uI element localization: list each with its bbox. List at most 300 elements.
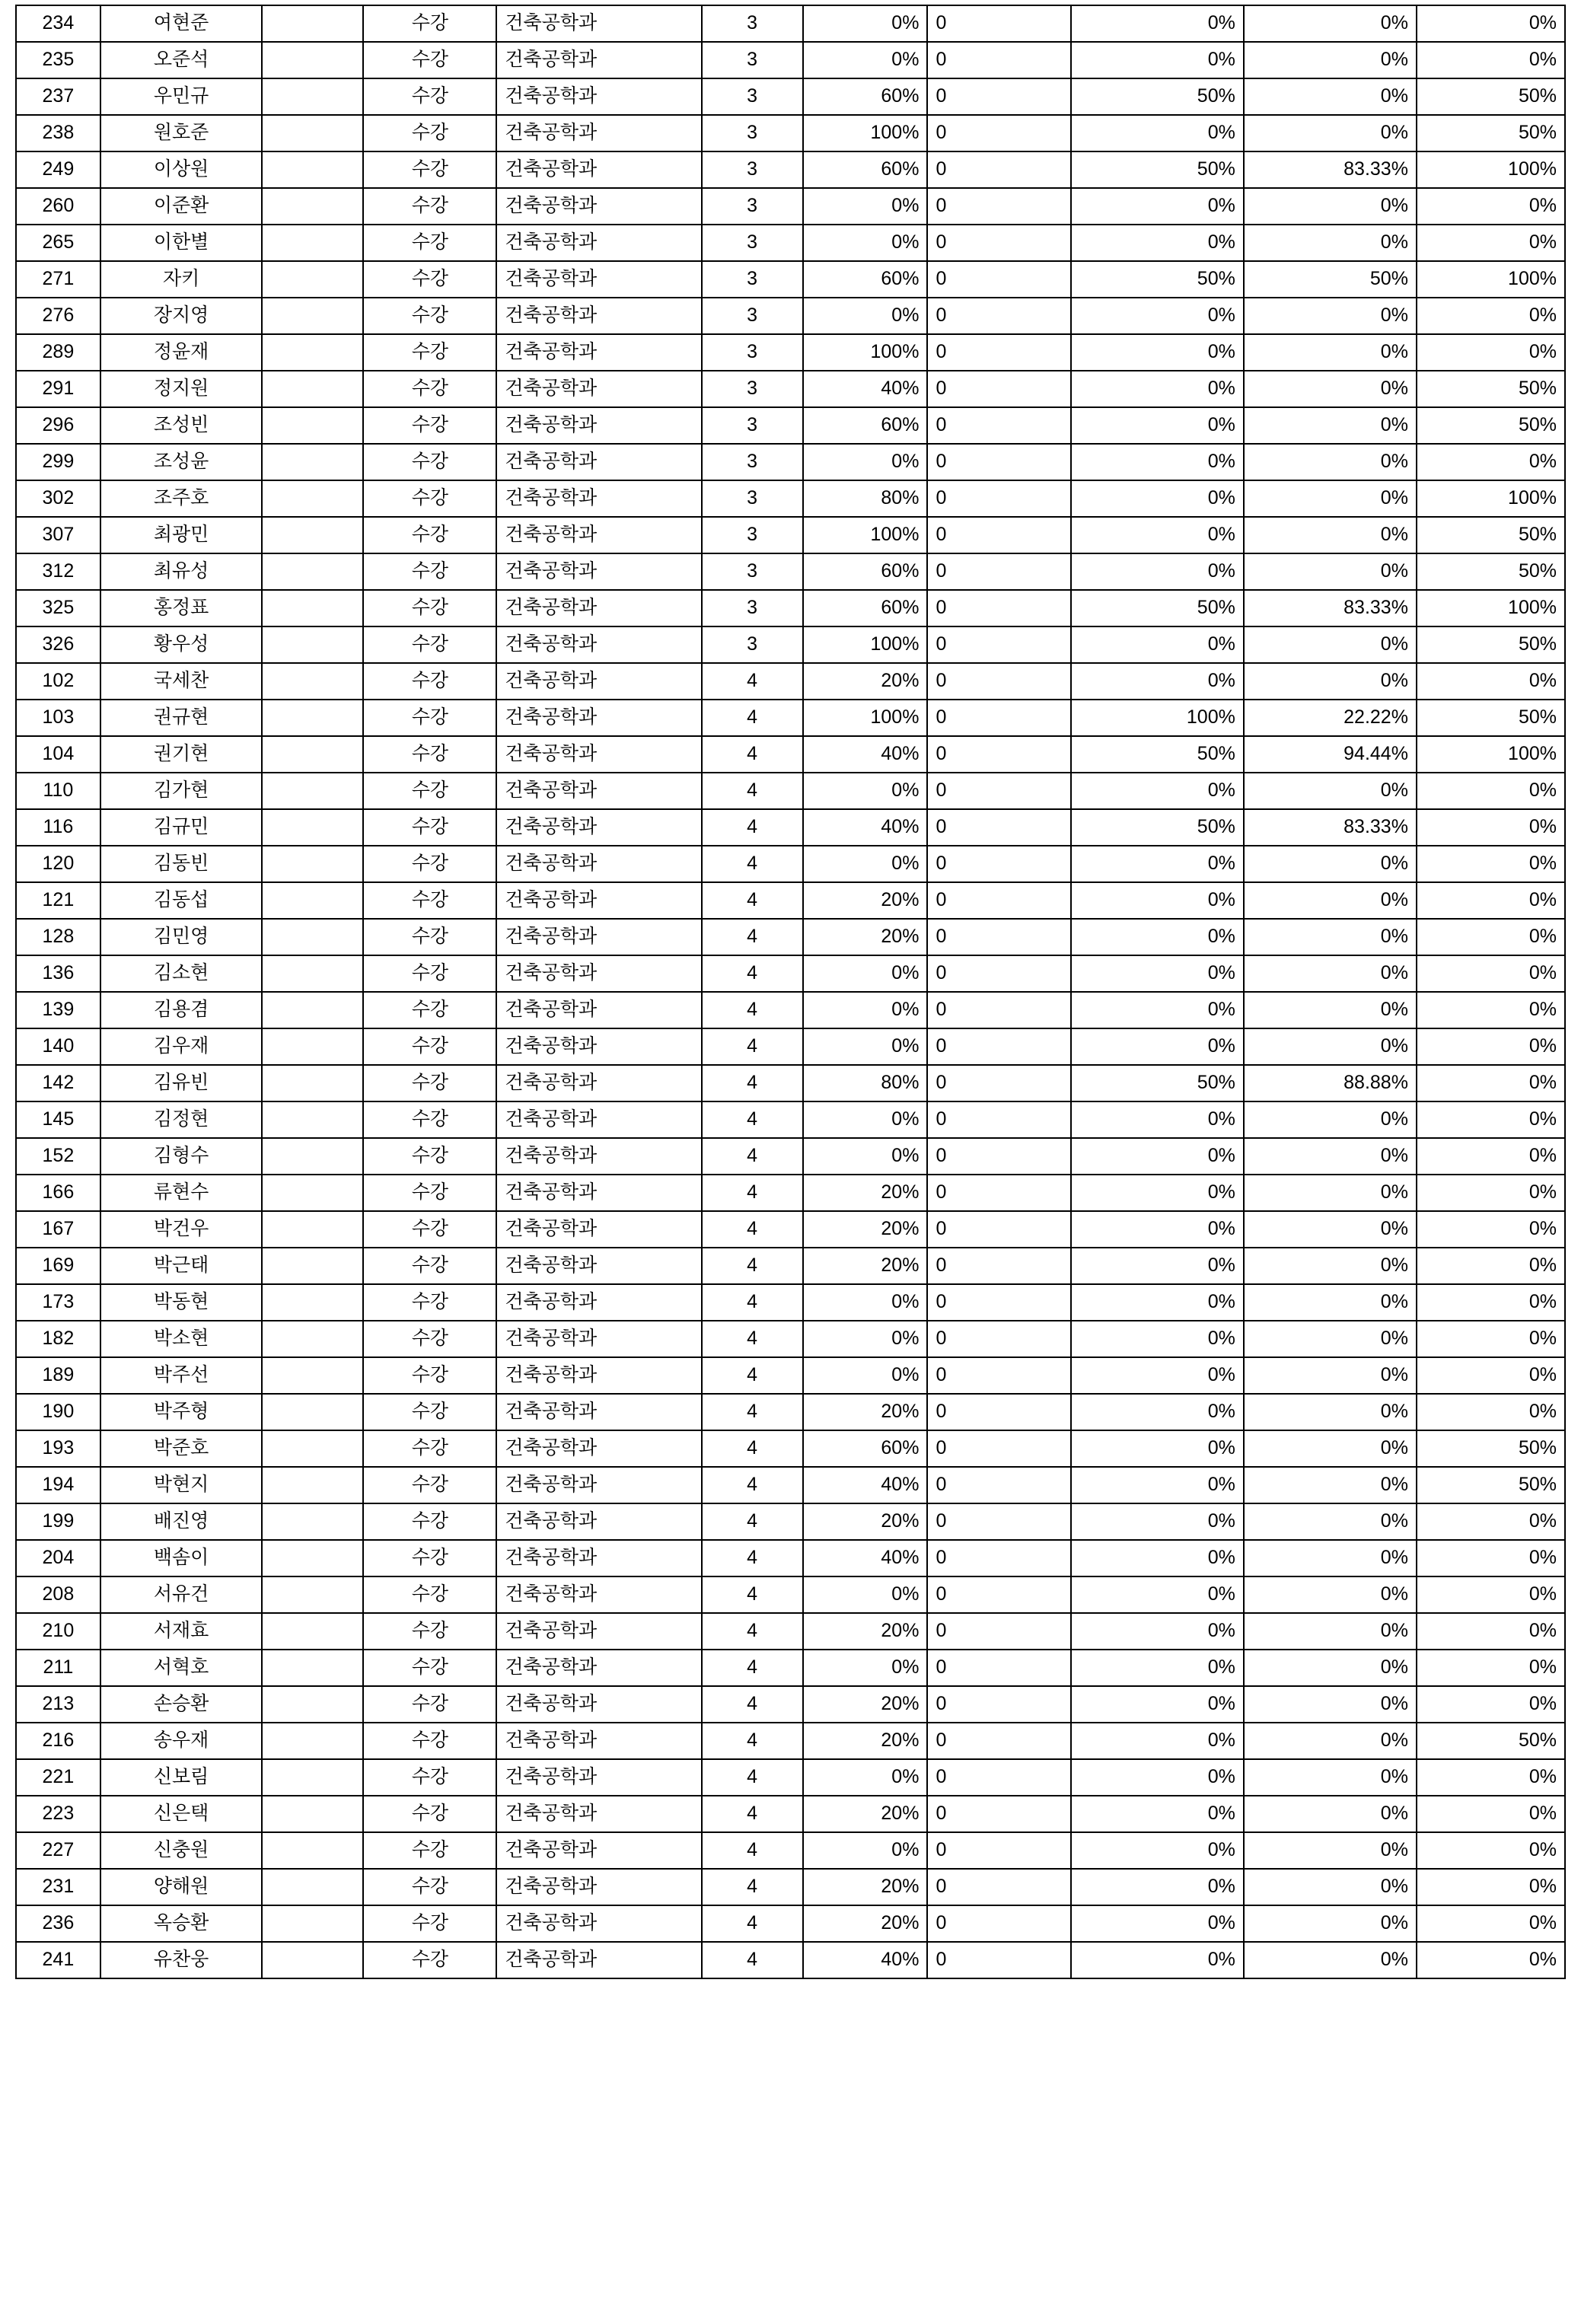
cell-status: 수강 — [363, 371, 496, 407]
cell-name: 서유건 — [100, 1576, 263, 1613]
cell-blank — [262, 444, 363, 480]
cell-status: 수강 — [363, 151, 496, 188]
cell-grade: 3 — [702, 371, 803, 407]
cell-zero: 0 — [927, 1869, 1070, 1905]
cell-department: 건축공학과 — [496, 846, 701, 882]
cell-rate2: 0% — [1071, 1796, 1244, 1832]
cell-blank — [262, 1650, 363, 1686]
table-row — [16, 553, 1565, 590]
cell-rate3: 0% — [1244, 1613, 1417, 1650]
cell-grade: 4 — [702, 1723, 803, 1759]
cell-blank — [262, 1576, 363, 1613]
cell-rate1: 0% — [803, 225, 928, 261]
cell-zero: 0 — [927, 480, 1070, 517]
cell-id: 121 — [16, 882, 100, 919]
cell-department: 건축공학과 — [496, 1211, 701, 1248]
cell-grade: 3 — [702, 480, 803, 517]
cell-zero: 0 — [927, 1028, 1070, 1065]
cell-grade: 4 — [702, 1065, 803, 1101]
cell-blank — [262, 919, 363, 955]
cell-department: 건축공학과 — [496, 955, 701, 992]
cell-rate2: 0% — [1071, 42, 1244, 78]
table-row — [16, 626, 1565, 663]
cell-blank — [262, 1065, 363, 1101]
cell-blank — [262, 626, 363, 663]
cell-department: 건축공학과 — [496, 1467, 701, 1503]
cell-department: 건축공학과 — [496, 1394, 701, 1430]
cell-zero: 0 — [927, 1321, 1070, 1357]
table-row — [16, 444, 1565, 480]
cell-id: 145 — [16, 1101, 100, 1138]
cell-rate4: 0% — [1417, 1321, 1565, 1357]
cell-department: 건축공학과 — [496, 1284, 701, 1321]
cell-rate3: 0% — [1244, 919, 1417, 955]
cell-rate1: 0% — [803, 5, 928, 42]
cell-zero: 0 — [927, 663, 1070, 700]
cell-rate3: 0% — [1244, 1211, 1417, 1248]
cell-rate1: 0% — [803, 1576, 928, 1613]
table-row — [16, 517, 1565, 553]
cell-rate3: 0% — [1244, 78, 1417, 115]
cell-status: 수강 — [363, 1028, 496, 1065]
cell-rate4: 0% — [1417, 1284, 1565, 1321]
cell-blank — [262, 1321, 363, 1357]
cell-rate4: 0% — [1417, 1796, 1565, 1832]
cell-blank — [262, 1942, 363, 1978]
cell-rate4: 0% — [1417, 1540, 1565, 1576]
cell-rate2: 50% — [1071, 590, 1244, 626]
cell-rate3: 0% — [1244, 1905, 1417, 1942]
cell-id: 128 — [16, 919, 100, 955]
cell-grade: 3 — [702, 42, 803, 78]
cell-department: 건축공학과 — [496, 1905, 701, 1942]
cell-name: 최광민 — [100, 517, 263, 553]
table-body — [16, 5, 1565, 1978]
cell-name: 박동현 — [100, 1284, 263, 1321]
cell-status: 수강 — [363, 1503, 496, 1540]
cell-id: 276 — [16, 298, 100, 334]
cell-rate4: 0% — [1417, 1650, 1565, 1686]
table-row — [16, 151, 1565, 188]
cell-status: 수강 — [363, 298, 496, 334]
cell-name: 홍정표 — [100, 590, 263, 626]
cell-department: 건축공학과 — [496, 188, 701, 225]
cell-rate2: 0% — [1071, 371, 1244, 407]
cell-status: 수강 — [363, 1430, 496, 1467]
table-row — [16, 5, 1565, 42]
cell-name: 국세찬 — [100, 663, 263, 700]
cell-zero: 0 — [927, 1905, 1070, 1942]
cell-id: 249 — [16, 151, 100, 188]
cell-name: 권규현 — [100, 700, 263, 736]
cell-status: 수강 — [363, 5, 496, 42]
cell-zero: 0 — [927, 1723, 1070, 1759]
cell-zero: 0 — [927, 919, 1070, 955]
cell-rate3: 0% — [1244, 371, 1417, 407]
table-row — [16, 846, 1565, 882]
cell-rate1: 100% — [803, 700, 928, 736]
table-row — [16, 1138, 1565, 1175]
cell-rate4: 50% — [1417, 371, 1565, 407]
cell-department: 건축공학과 — [496, 480, 701, 517]
cell-id: 210 — [16, 1613, 100, 1650]
cell-id: 140 — [16, 1028, 100, 1065]
table-row — [16, 334, 1565, 371]
cell-rate3: 50% — [1244, 261, 1417, 298]
cell-status: 수강 — [363, 115, 496, 151]
cell-department: 건축공학과 — [496, 1686, 701, 1723]
cell-name: 신보림 — [100, 1759, 263, 1796]
cell-rate3: 0% — [1244, 1138, 1417, 1175]
table-row — [16, 1028, 1565, 1065]
cell-name: 이한별 — [100, 225, 263, 261]
cell-blank — [262, 261, 363, 298]
cell-zero: 0 — [927, 78, 1070, 115]
cell-name: 오준석 — [100, 42, 263, 78]
cell-status: 수강 — [363, 1613, 496, 1650]
cell-blank — [262, 1759, 363, 1796]
cell-id: 104 — [16, 736, 100, 773]
cell-status: 수강 — [363, 1905, 496, 1942]
cell-status: 수강 — [363, 553, 496, 590]
cell-rate1: 20% — [803, 1869, 928, 1905]
table-row — [16, 188, 1565, 225]
cell-department: 건축공학과 — [496, 590, 701, 626]
cell-zero: 0 — [927, 1248, 1070, 1284]
cell-department: 건축공학과 — [496, 992, 701, 1028]
cell-grade: 4 — [702, 1248, 803, 1284]
cell-department: 건축공학과 — [496, 1248, 701, 1284]
cell-zero: 0 — [927, 151, 1070, 188]
cell-rate1: 20% — [803, 1503, 928, 1540]
cell-department: 건축공학과 — [496, 334, 701, 371]
cell-status: 수강 — [363, 1138, 496, 1175]
table-row — [16, 1357, 1565, 1394]
cell-rate1: 60% — [803, 407, 928, 444]
cell-id: 291 — [16, 371, 100, 407]
cell-id: 289 — [16, 334, 100, 371]
cell-grade: 3 — [702, 115, 803, 151]
cell-rate3: 88.88% — [1244, 1065, 1417, 1101]
cell-rate4: 0% — [1417, 1613, 1565, 1650]
cell-zero: 0 — [927, 188, 1070, 225]
cell-blank — [262, 773, 363, 809]
cell-status: 수강 — [363, 225, 496, 261]
cell-status: 수강 — [363, 590, 496, 626]
cell-status: 수강 — [363, 1211, 496, 1248]
cell-blank — [262, 846, 363, 882]
table-row — [16, 1101, 1565, 1138]
cell-grade: 4 — [702, 1101, 803, 1138]
cell-rate3: 0% — [1244, 1284, 1417, 1321]
cell-name: 조성윤 — [100, 444, 263, 480]
cell-zero: 0 — [927, 1540, 1070, 1576]
cell-department: 건축공학과 — [496, 261, 701, 298]
cell-department: 건축공학과 — [496, 42, 701, 78]
cell-rate1: 20% — [803, 919, 928, 955]
table-row — [16, 1467, 1565, 1503]
cell-rate2: 0% — [1071, 188, 1244, 225]
cell-rate1: 0% — [803, 1284, 928, 1321]
cell-name: 박건우 — [100, 1211, 263, 1248]
cell-rate4: 0% — [1417, 773, 1565, 809]
cell-status: 수강 — [363, 1321, 496, 1357]
cell-id: 193 — [16, 1430, 100, 1467]
cell-id: 173 — [16, 1284, 100, 1321]
cell-department: 건축공학과 — [496, 1430, 701, 1467]
cell-blank — [262, 1028, 363, 1065]
cell-rate4: 0% — [1417, 188, 1565, 225]
cell-rate4: 0% — [1417, 1942, 1565, 1978]
cell-rate3: 0% — [1244, 553, 1417, 590]
cell-grade: 4 — [702, 1284, 803, 1321]
cell-status: 수강 — [363, 1284, 496, 1321]
cell-grade: 4 — [702, 809, 803, 846]
cell-rate1: 60% — [803, 1430, 928, 1467]
cell-blank — [262, 1430, 363, 1467]
cell-id: 189 — [16, 1357, 100, 1394]
cell-id: 102 — [16, 663, 100, 700]
cell-blank — [262, 700, 363, 736]
cell-blank — [262, 1540, 363, 1576]
cell-rate2: 0% — [1071, 1540, 1244, 1576]
cell-rate4: 50% — [1417, 1430, 1565, 1467]
cell-blank — [262, 298, 363, 334]
cell-rate1: 40% — [803, 1942, 928, 1978]
cell-rate3: 0% — [1244, 407, 1417, 444]
cell-department: 건축공학과 — [496, 1942, 701, 1978]
cell-status: 수강 — [363, 334, 496, 371]
cell-id: 326 — [16, 626, 100, 663]
cell-rate2: 0% — [1071, 517, 1244, 553]
cell-rate4: 0% — [1417, 1869, 1565, 1905]
cell-name: 우민규 — [100, 78, 263, 115]
cell-name: 김가현 — [100, 773, 263, 809]
cell-name: 조주호 — [100, 480, 263, 517]
cell-grade: 4 — [702, 1759, 803, 1796]
cell-rate3: 0% — [1244, 444, 1417, 480]
cell-rate2: 0% — [1071, 1028, 1244, 1065]
cell-rate1: 40% — [803, 736, 928, 773]
cell-rate2: 0% — [1071, 407, 1244, 444]
cell-rate4: 0% — [1417, 1394, 1565, 1430]
cell-status: 수강 — [363, 1832, 496, 1869]
cell-zero: 0 — [927, 407, 1070, 444]
table-row — [16, 1942, 1565, 1978]
cell-rate1: 0% — [803, 188, 928, 225]
cell-status: 수강 — [363, 663, 496, 700]
cell-rate4: 0% — [1417, 5, 1565, 42]
cell-grade: 4 — [702, 1503, 803, 1540]
cell-name: 김유빈 — [100, 1065, 263, 1101]
table-row — [16, 1576, 1565, 1613]
cell-rate3: 0% — [1244, 115, 1417, 151]
cell-status: 수강 — [363, 882, 496, 919]
cell-rate4: 100% — [1417, 736, 1565, 773]
cell-rate1: 100% — [803, 115, 928, 151]
cell-name: 김우재 — [100, 1028, 263, 1065]
cell-rate3: 0% — [1244, 1942, 1417, 1978]
cell-grade: 4 — [702, 773, 803, 809]
cell-rate1: 20% — [803, 1723, 928, 1759]
cell-department: 건축공학과 — [496, 1832, 701, 1869]
table-row — [16, 590, 1565, 626]
cell-rate4: 0% — [1417, 809, 1565, 846]
table-row — [16, 115, 1565, 151]
cell-rate2: 0% — [1071, 1357, 1244, 1394]
table-row — [16, 78, 1565, 115]
cell-rate3: 0% — [1244, 5, 1417, 42]
cell-status: 수강 — [363, 1686, 496, 1723]
cell-rate2: 0% — [1071, 955, 1244, 992]
cell-rate1: 0% — [803, 1357, 928, 1394]
cell-rate2: 100% — [1071, 700, 1244, 736]
cell-rate2: 0% — [1071, 1759, 1244, 1796]
cell-rate3: 0% — [1244, 1503, 1417, 1540]
cell-rate2: 0% — [1071, 1723, 1244, 1759]
cell-rate2: 0% — [1071, 1321, 1244, 1357]
cell-rate2: 0% — [1071, 1905, 1244, 1942]
cell-rate3: 0% — [1244, 1357, 1417, 1394]
cell-status: 수강 — [363, 517, 496, 553]
cell-name: 서재효 — [100, 1613, 263, 1650]
cell-rate1: 60% — [803, 151, 928, 188]
cell-status: 수강 — [363, 1650, 496, 1686]
cell-rate3: 0% — [1244, 1686, 1417, 1723]
cell-zero: 0 — [927, 371, 1070, 407]
table-row — [16, 882, 1565, 919]
cell-rate1: 40% — [803, 809, 928, 846]
cell-rate4: 0% — [1417, 1065, 1565, 1101]
cell-rate1: 0% — [803, 1101, 928, 1138]
cell-rate4: 50% — [1417, 517, 1565, 553]
cell-blank — [262, 371, 363, 407]
cell-rate3: 0% — [1244, 188, 1417, 225]
cell-rate1: 20% — [803, 1796, 928, 1832]
cell-blank — [262, 1467, 363, 1503]
cell-department: 건축공학과 — [496, 553, 701, 590]
cell-blank — [262, 480, 363, 517]
cell-name: 박준호 — [100, 1430, 263, 1467]
cell-rate3: 0% — [1244, 663, 1417, 700]
cell-rate1: 0% — [803, 1650, 928, 1686]
cell-rate3: 0% — [1244, 626, 1417, 663]
table-row — [16, 809, 1565, 846]
cell-name: 박소현 — [100, 1321, 263, 1357]
cell-id: 199 — [16, 1503, 100, 1540]
cell-rate2: 50% — [1071, 151, 1244, 188]
cell-rate1: 0% — [803, 1759, 928, 1796]
cell-rate2: 50% — [1071, 1065, 1244, 1101]
cell-name: 박근태 — [100, 1248, 263, 1284]
cell-name: 조성빈 — [100, 407, 263, 444]
cell-grade: 3 — [702, 407, 803, 444]
cell-name: 김정현 — [100, 1101, 263, 1138]
cell-rate1: 0% — [803, 955, 928, 992]
cell-id: 213 — [16, 1686, 100, 1723]
cell-department: 건축공학과 — [496, 1138, 701, 1175]
cell-zero: 0 — [927, 1284, 1070, 1321]
cell-status: 수강 — [363, 1576, 496, 1613]
cell-department: 건축공학과 — [496, 1723, 701, 1759]
cell-name: 김용겸 — [100, 992, 263, 1028]
cell-rate4: 0% — [1417, 846, 1565, 882]
cell-department: 건축공학과 — [496, 700, 701, 736]
cell-grade: 4 — [702, 846, 803, 882]
cell-grade: 4 — [702, 700, 803, 736]
cell-zero: 0 — [927, 517, 1070, 553]
cell-status: 수강 — [363, 736, 496, 773]
cell-rate2: 0% — [1071, 773, 1244, 809]
cell-zero: 0 — [927, 1613, 1070, 1650]
cell-zero: 0 — [927, 1576, 1070, 1613]
cell-department: 건축공학과 — [496, 626, 701, 663]
cell-id: 223 — [16, 1796, 100, 1832]
cell-department: 건축공학과 — [496, 371, 701, 407]
cell-blank — [262, 1394, 363, 1430]
cell-id: 260 — [16, 188, 100, 225]
cell-rate4: 50% — [1417, 407, 1565, 444]
cell-rate2: 0% — [1071, 626, 1244, 663]
cell-rate1: 40% — [803, 371, 928, 407]
cell-zero: 0 — [927, 882, 1070, 919]
cell-blank — [262, 42, 363, 78]
cell-rate3: 0% — [1244, 1723, 1417, 1759]
cell-rate4: 0% — [1417, 992, 1565, 1028]
cell-status: 수강 — [363, 1394, 496, 1430]
cell-status: 수강 — [363, 919, 496, 955]
cell-id: 142 — [16, 1065, 100, 1101]
cell-rate3: 0% — [1244, 1467, 1417, 1503]
cell-rate1: 0% — [803, 1028, 928, 1065]
cell-name: 신충원 — [100, 1832, 263, 1869]
cell-name: 박주형 — [100, 1394, 263, 1430]
table-row — [16, 1540, 1565, 1576]
cell-rate2: 0% — [1071, 846, 1244, 882]
cell-rate2: 0% — [1071, 1175, 1244, 1211]
cell-rate3: 0% — [1244, 1175, 1417, 1211]
cell-id: 194 — [16, 1467, 100, 1503]
cell-rate3: 94.44% — [1244, 736, 1417, 773]
cell-name: 김형수 — [100, 1138, 263, 1175]
cell-rate4: 0% — [1417, 1175, 1565, 1211]
cell-name: 이준환 — [100, 188, 263, 225]
cell-zero: 0 — [927, 1942, 1070, 1978]
cell-rate3: 0% — [1244, 1394, 1417, 1430]
table-row — [16, 1065, 1565, 1101]
cell-grade: 4 — [702, 1138, 803, 1175]
cell-rate1: 60% — [803, 261, 928, 298]
cell-rate2: 0% — [1071, 663, 1244, 700]
cell-rate1: 20% — [803, 1905, 928, 1942]
cell-rate2: 0% — [1071, 115, 1244, 151]
cell-grade: 4 — [702, 882, 803, 919]
cell-name: 이상원 — [100, 151, 263, 188]
cell-rate2: 0% — [1071, 1832, 1244, 1869]
cell-zero: 0 — [927, 1357, 1070, 1394]
cell-name: 배진영 — [100, 1503, 263, 1540]
cell-department: 건축공학과 — [496, 5, 701, 42]
cell-name: 정지원 — [100, 371, 263, 407]
cell-rate1: 40% — [803, 1467, 928, 1503]
cell-blank — [262, 663, 363, 700]
cell-zero: 0 — [927, 992, 1070, 1028]
cell-zero: 0 — [927, 1211, 1070, 1248]
cell-grade: 4 — [702, 1430, 803, 1467]
cell-zero: 0 — [927, 261, 1070, 298]
cell-grade: 3 — [702, 188, 803, 225]
cell-name: 최유성 — [100, 553, 263, 590]
